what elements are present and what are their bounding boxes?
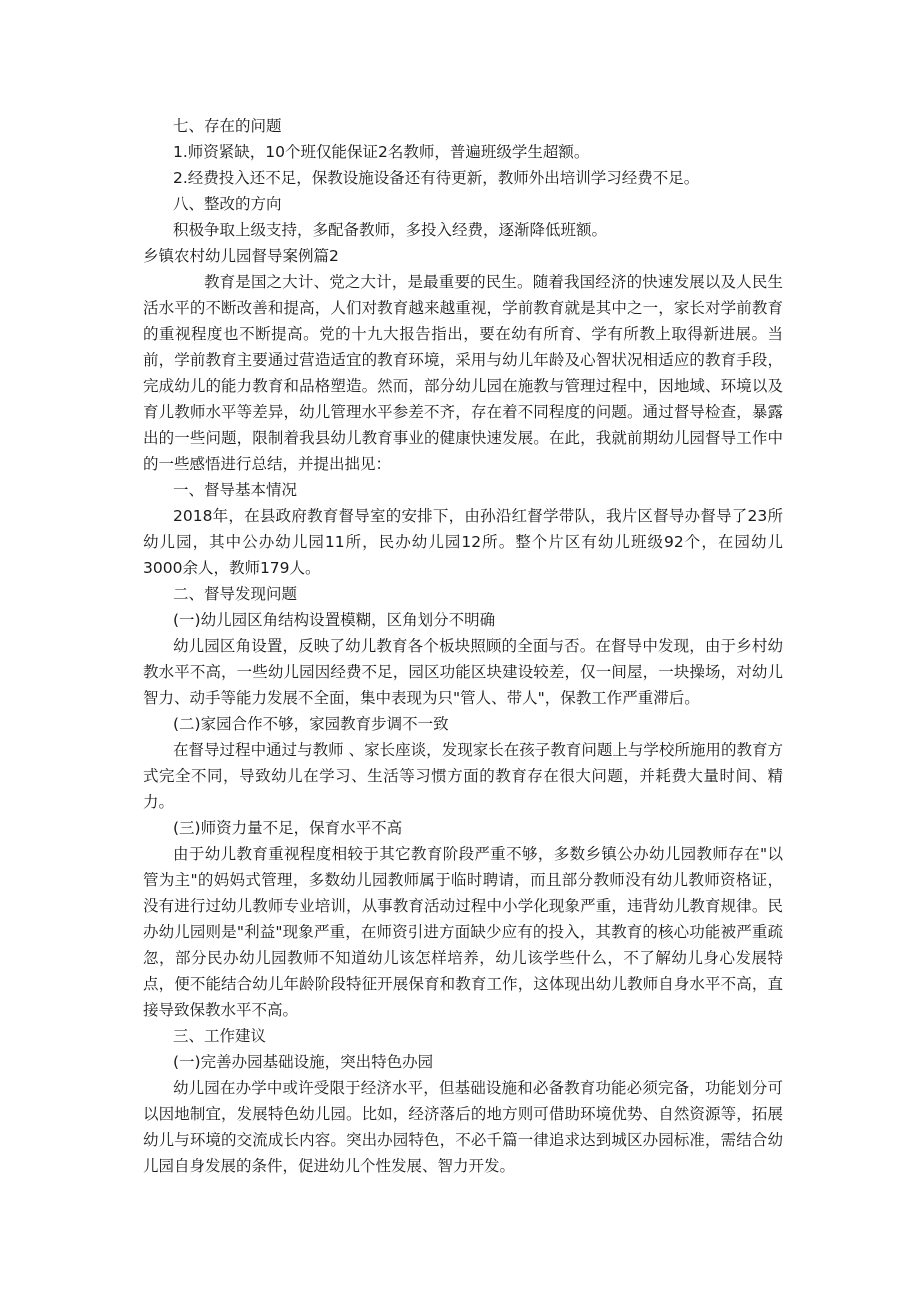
suggestion-paragraph-1: 幼儿园在办学中或许受限于经济水平，但基础设施和必备教育功能必须完备，功能划分可以因地制宜，发展特色幼儿园。比如，经济落后的地方则可借助环境优势、自然资源等，拓展幼儿与环境的交流成长内容。突出办园特色，不必千篇一律追求达到城区办园标准，需结合幼儿园自身发展的条件，促进幼儿个性发展、智力开发。 bbox=[143, 1079, 783, 1175]
document-body bbox=[143, 113, 783, 1179]
problem-item-2: 2.经费投入还不足，保教设施设备还有待更新，教师外出培训学习经费不足。 bbox=[173, 169, 700, 187]
issue-paragraph-1: 幼儿园区角设置，反映了幼儿教育各个板块照顾的全面与否。在督导中发现，由于乡村幼教水平不高，一些幼儿园因经费不足，园区功能区块建设较差，仅一间屋，一块操场，对幼儿智力、动手等能力发展不全面，集中表现为只"管人、带人"，保教工作严重滞后。 bbox=[143, 637, 783, 707]
issue-subheading-2: (二)家园合作不够，家园教育步调不一致 bbox=[173, 715, 449, 733]
section-heading-basic-info: 一、督导基本情况 bbox=[173, 481, 298, 499]
issue-paragraph-3: 由于幼儿教育重视程度相较于其它教育阶段严重不够，多数乡镇公办幼儿园教师存在"以管为主"的妈妈式管理，多数幼儿园教师属于临时聘请，而且部分教师没有幼儿教师资格证，没有进行过幼儿教师专业培训，从事教育活动过程中小学化现象严重，违背幼儿教育规律。民办幼儿园则是"利益"现象严重，在师资引进方面缺少应有的投入，其教育的核心功能被严重疏忽，部分民办幼儿园教师不知道幼儿该怎样培养，幼儿该学些什么，不了解幼儿身心发展特点，便不能结合幼儿年龄阶段特征开展保育和教育工作，这体现出幼儿教师自身水平不高，直接导致保教水平不高。 bbox=[143, 845, 783, 1019]
section-heading-issues: 二、督导发现问题 bbox=[173, 585, 298, 603]
suggestion-subheading-1: (一)完善办园基础设施，突出特色办园 bbox=[173, 1053, 434, 1071]
issue-subheading-3: (三)师资力量不足，保育水平不高 bbox=[173, 819, 403, 837]
article-title: 乡镇农村幼儿园督导案例篇2 bbox=[143, 247, 339, 265]
basic-info-paragraph: 2018年，在县政府教育督导室的安排下，由孙沿红督学带队，我片区督导办督导了23所幼儿园，其中公办幼儿园11所，民办幼儿园12所。整个片区有幼儿班级92个，在园幼儿3000余人，教师179人。 bbox=[143, 507, 783, 577]
section-heading-rectification: 八、整改的方向 bbox=[173, 195, 282, 213]
section-heading-problems: 七、存在的问题 bbox=[173, 117, 282, 135]
issue-subheading-1: (一)幼儿园区角结构设置模糊，区角划分不明确 bbox=[173, 611, 496, 629]
issue-paragraph-2: 在督导过程中通过与教师 、家长座谈，发现家长在孩子教育问题上与学校所施用的教育方式完全不同，导致幼儿在学习、生活等习惯方面的教育存在很大问题，并耗费大量时间、精力。 bbox=[143, 741, 783, 811]
rectification-text: 积极争取上级支持，多配备教师，多投入经费，逐渐降低班额。 bbox=[173, 221, 608, 239]
problem-item-1: 1.师资紧缺，10个班仅能保证2名教师，普遍班级学生超额。 bbox=[173, 143, 590, 161]
intro-paragraph: 教育是国之大计、党之大计，是最重要的民生。随着我国经济的快速发展以及人民生活水平的不断改善和提高，人们对教育越来越重视，学前教育就是其中之一，家长对学前教育的重视程度也不断提高。党的十九大报告指出，要在幼有所育、学有所教上取得新进展。当前，学前教育主要通过营造适宜的教育环境，采用与幼儿年龄及心智状况相适应的教育手段，完成幼儿的能力教育和品格塑造。然而，部分幼儿园在施教与管理过程中，因地域、环境以及育儿教师水平等差异，幼儿管理水平参差不齐，存在着不同程度的问题。通过督导检查，暴露出的一些问题，限制着我县幼儿教育事业的健康快速发展。在此，我就前期幼儿园督导工作中的一些感悟进行总结，并提出拙见： bbox=[143, 273, 783, 473]
section-heading-suggestions: 三、工作建议 bbox=[173, 1027, 267, 1045]
